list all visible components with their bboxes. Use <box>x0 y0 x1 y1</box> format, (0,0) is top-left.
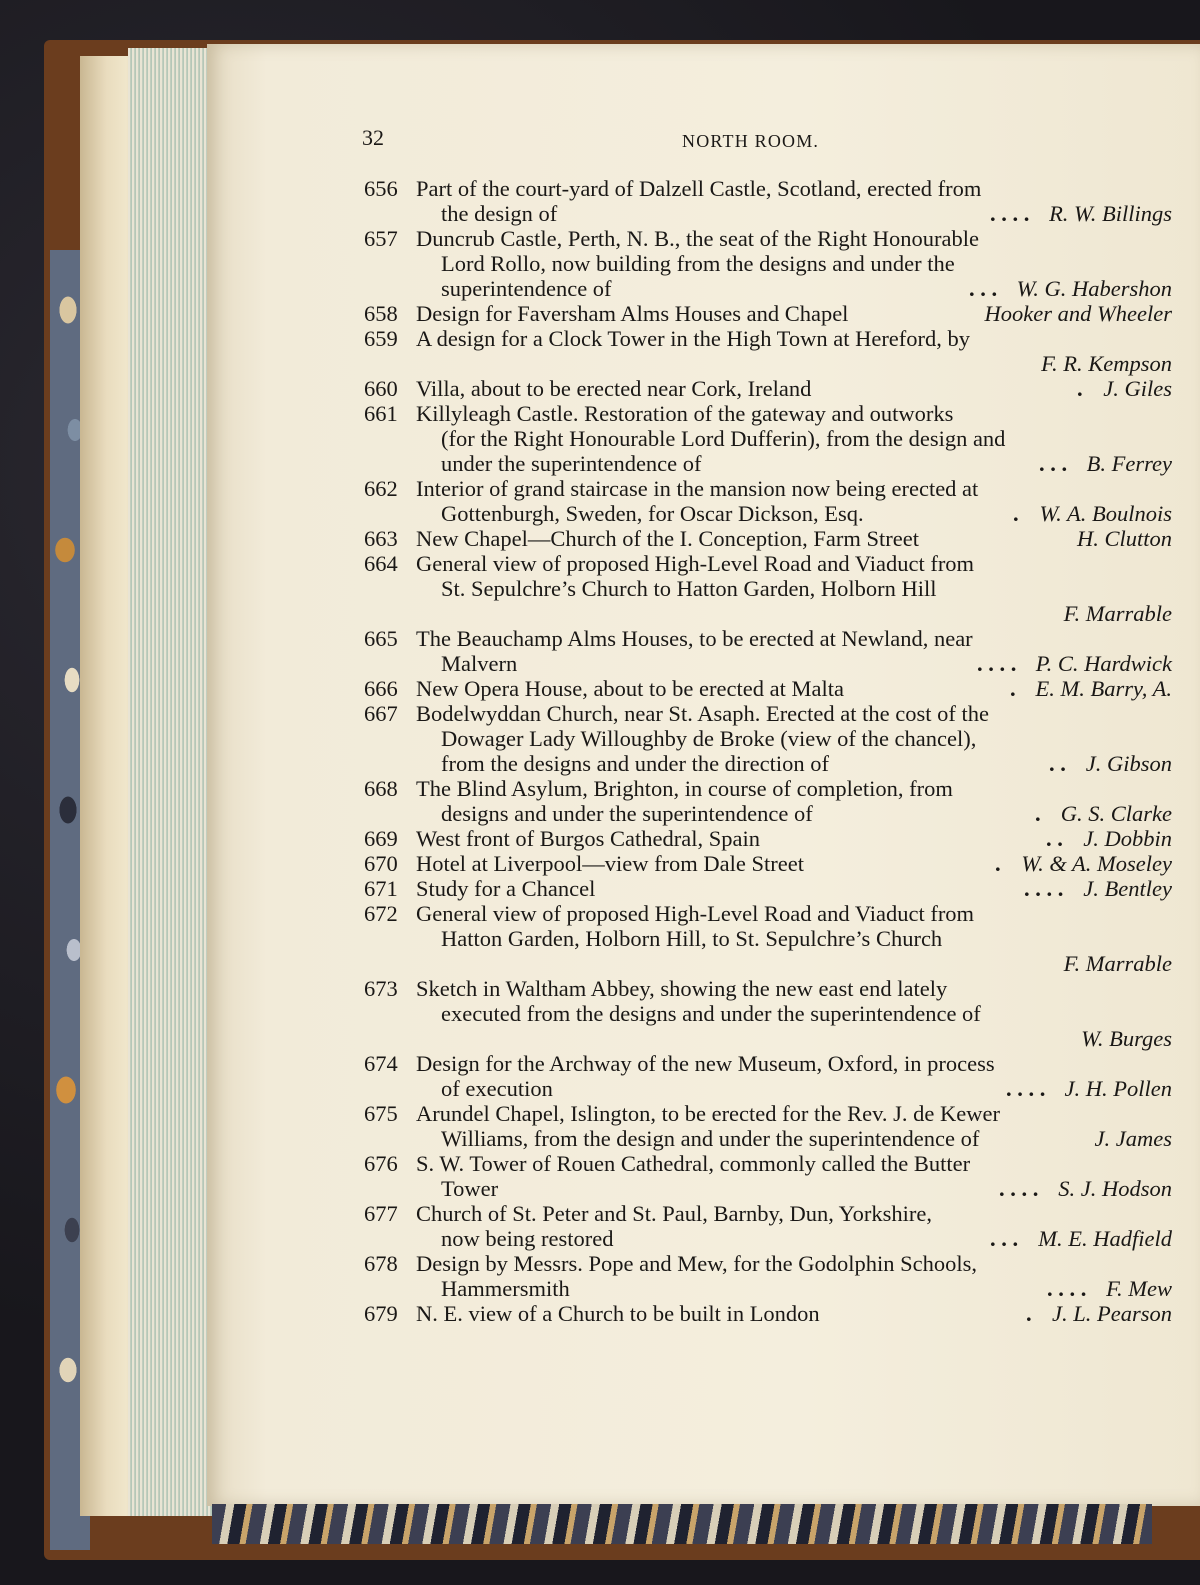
catalogue-entry <box>364 301 1172 326</box>
catalogue-entry <box>364 1151 1172 1201</box>
entry-author: E. M. Barry, A. <box>1035 676 1172 701</box>
entry-line <box>364 1226 1172 1251</box>
entry-line <box>364 301 1172 326</box>
catalogue-entry <box>364 826 1172 851</box>
entry-author: J. Gibson <box>1085 751 1172 776</box>
entry-text: Villa, about to be erected near Cork, Ireland <box>416 376 812 401</box>
entry-line <box>364 476 1172 501</box>
entry-line <box>364 851 1172 876</box>
entry-text: Bodelwyddan Church, near St. Asaph. Erected at the cost of the <box>416 701 989 726</box>
catalogue-entry <box>364 1251 1172 1301</box>
entry-text: Hammersmith <box>441 1276 570 1301</box>
entry-line <box>364 526 1172 551</box>
entry-line <box>364 1051 1172 1076</box>
entry-author: W. G. Habershon <box>1016 276 1172 301</box>
entry-number: 665 <box>364 626 398 651</box>
leader-dots: . <box>1010 676 1016 701</box>
entry-text: Sketch in Waltham Abbey, showing the new east end lately <box>416 976 948 1001</box>
catalogue-entry <box>364 176 1172 226</box>
leader-dots: . <box>995 851 1001 876</box>
leader-dots: . . . . <box>977 651 1017 676</box>
entry-line <box>364 1126 1172 1151</box>
entry-author: F. R. Kempson <box>1041 351 1172 376</box>
catalogue-entry <box>364 851 1172 876</box>
entry-line <box>364 751 1172 776</box>
entry-author: J. H. Pollen <box>1064 1076 1172 1101</box>
entry-text: Duncrub Castle, Perth, N. B., the seat of the Right Honourable <box>416 226 980 251</box>
entry-text: S. W. Tower of Rouen Cathedral, commonly called the Butter <box>416 1151 971 1176</box>
entry-author: M. E. Hadfield <box>1038 1226 1172 1251</box>
entry-number: 668 <box>364 776 398 801</box>
catalogue-entry <box>364 1301 1172 1326</box>
leader-dots: . <box>1077 376 1083 401</box>
leader-dots: . . <box>1046 826 1063 851</box>
entry-author: J. Dobbin <box>1083 826 1172 851</box>
entry-text: General view of proposed High-Level Road and Viaduct from <box>416 901 975 926</box>
entry-text: Church of St. Peter and St. Paul, Barnby, Dun, Yorkshire, <box>416 1201 933 1226</box>
entry-author: P. C. Hardwick <box>1035 651 1172 676</box>
entry-number: 669 <box>364 826 398 851</box>
leader-dots: . <box>1013 501 1019 526</box>
entry-line <box>364 326 1172 351</box>
entry-line <box>364 176 1172 201</box>
entry-text: Hotel at Liverpool—view from Dale Street <box>416 851 805 876</box>
leader-dots: . . . <box>1039 451 1068 476</box>
entry-line <box>364 801 1172 826</box>
entry-number: 667 <box>364 701 398 726</box>
entry-line <box>364 776 1172 801</box>
entry-author: Hooker and Wheeler <box>984 301 1172 326</box>
catalogue-entry <box>364 476 1172 526</box>
entry-text: Part of the court-yard of Dalzell Castle, Scotland, erected from <box>416 176 982 201</box>
entry-text: West front of Burgos Cathedral, Spain <box>416 826 760 851</box>
entry-line <box>364 901 1172 926</box>
entry-text: executed from the designs and under the superintendence of <box>441 1001 981 1026</box>
entry-number: 675 <box>364 1101 398 1126</box>
running-head: NORTH ROOM. <box>682 131 820 151</box>
entry-text: The Blind Asylum, Brighton, in course of completion, from <box>416 776 953 801</box>
entry-text: now being restored <box>441 1226 614 1251</box>
entry-author: B. Ferrey <box>1086 451 1172 476</box>
leader-dots: . . . . <box>999 1176 1039 1201</box>
entry-line <box>364 276 1172 301</box>
page-number: 32 <box>362 125 384 150</box>
leader-dots: . . . <box>969 276 998 301</box>
entry-author: F. Marrable <box>1063 601 1172 626</box>
catalogue-entry <box>364 676 1172 701</box>
entry-line <box>364 1151 1172 1176</box>
entry-number: 657 <box>364 226 398 251</box>
catalogue-entry <box>364 1101 1172 1151</box>
entry-author: J. L. Pearson <box>1052 1301 1172 1326</box>
entry-text: General view of proposed High-Level Road and Viaduct from <box>416 551 975 576</box>
entry-number: 660 <box>364 376 398 401</box>
entry-line <box>364 376 1172 401</box>
entry-line <box>364 451 1172 476</box>
catalogue-entry <box>364 376 1172 401</box>
catalogue-entry <box>364 1201 1172 1251</box>
catalogue-entry <box>364 626 1172 676</box>
entry-text: Hatton Garden, Holborn Hill, to St. Sepulchre’s Church <box>441 926 943 951</box>
entry-number: 666 <box>364 676 398 701</box>
entry-line <box>364 601 1172 626</box>
entry-text: Dowager Lady Willoughby de Broke (view of the chancel), <box>441 726 977 751</box>
catalogue-entry <box>364 401 1172 476</box>
entry-line <box>364 351 1172 376</box>
entry-author: W. & A. Moseley <box>1021 851 1172 876</box>
catalogue-entry <box>364 1051 1172 1101</box>
entry-line <box>364 626 1172 651</box>
entry-line <box>364 651 1172 676</box>
entry-text: Malvern <box>441 651 518 676</box>
entry-number: 679 <box>364 1301 398 1326</box>
entry-number: 656 <box>364 176 398 201</box>
catalogue-entry <box>364 776 1172 826</box>
entry-line <box>364 926 1172 951</box>
entry-text: Arundel Chapel, Islington, to be erected for the Rev. J. de Kewer <box>416 1101 1000 1126</box>
entry-text: New Opera House, about to be erected at Malta <box>416 676 844 701</box>
entry-line <box>364 676 1172 701</box>
entry-line <box>364 401 1172 426</box>
entry-number: 659 <box>364 326 398 351</box>
entry-author: J. James <box>1094 1126 1172 1151</box>
entry-text: the design of <box>441 201 558 226</box>
catalogue-entry <box>364 526 1172 551</box>
entry-text: superintendence of <box>441 276 612 301</box>
entry-line <box>364 876 1172 901</box>
entry-text: Gottenburgh, Sweden, for Oscar Dickson, Esq. <box>441 501 864 526</box>
leader-dots: . . . <box>990 1226 1019 1251</box>
entry-line <box>364 976 1172 1001</box>
entry-line <box>364 951 1172 976</box>
entry-text: under the superintendence of <box>441 451 702 476</box>
entry-author: W. Burges <box>1081 1026 1172 1051</box>
entry-line <box>364 1276 1172 1301</box>
entry-author: F. Marrable <box>1063 951 1172 976</box>
entry-line <box>364 226 1172 251</box>
entry-line <box>364 1201 1172 1226</box>
catalogue-entry <box>364 326 1172 376</box>
entry-author: F. Mew <box>1106 1276 1172 1301</box>
entry-author: G. S. Clarke <box>1060 801 1172 826</box>
leader-dots: . <box>1035 801 1041 826</box>
entry-author: H. Clutton <box>1076 526 1172 551</box>
entry-line <box>364 701 1172 726</box>
entry-number: 661 <box>364 401 398 426</box>
entry-number: 678 <box>364 1251 398 1276</box>
entry-text: Design for Faversham Alms Houses and Chapel <box>416 301 849 326</box>
entry-author: R. W. Billings <box>1049 201 1172 226</box>
entry-text: of execution <box>441 1076 553 1101</box>
entry-text: A design for a Clock Tower in the High Town at Hereford, by <box>416 326 971 351</box>
entry-number: 670 <box>364 851 398 876</box>
catalogue-entry <box>364 876 1172 901</box>
leader-dots: . . . . <box>1047 1276 1087 1301</box>
entry-text: New Chapel—Church of the I. Conception, Farm Street <box>416 526 920 551</box>
entry-text: (for the Right Honourable Lord Dufferin), from the design and <box>441 426 1006 451</box>
leader-dots: . . <box>1049 751 1066 776</box>
entry-line <box>364 201 1172 226</box>
entry-text: N. E. view of a Church to be built in London <box>416 1301 820 1326</box>
catalogue-entry <box>364 901 1172 976</box>
entry-line <box>364 501 1172 526</box>
entry-line <box>364 1176 1172 1201</box>
entry-number: 673 <box>364 976 398 1001</box>
entry-line <box>364 426 1172 451</box>
entry-number: 671 <box>364 876 398 901</box>
leader-dots: . . . . <box>1024 876 1064 901</box>
entry-text: Williams, from the design and under the superintendence of <box>441 1126 980 1151</box>
entry-text: Lord Rollo, now building from the designs and under the <box>441 251 955 276</box>
entry-text: from the designs and under the direction of <box>441 751 830 776</box>
entry-line <box>364 1076 1172 1101</box>
entry-line <box>364 726 1172 751</box>
entry-text: Interior of grand staircase in the mansion now being erected at <box>416 476 979 501</box>
entry-line <box>364 251 1172 276</box>
entry-number: 674 <box>364 1051 398 1076</box>
entry-line <box>364 1001 1172 1026</box>
entry-number: 677 <box>364 1201 398 1226</box>
catalogue-entry <box>364 701 1172 776</box>
entry-text: Killyleagh Castle. Restoration of the gateway and outworks <box>416 401 954 426</box>
entry-text: Tower <box>441 1176 499 1201</box>
entry-number: 664 <box>364 551 398 576</box>
entry-text: designs and under the superintendence of <box>441 801 813 826</box>
entry-line <box>364 1301 1172 1326</box>
entry-text: Design for the Archway of the new Museum, Oxford, in process <box>416 1051 995 1076</box>
entry-line <box>364 1101 1172 1126</box>
entry-line <box>364 576 1172 601</box>
leader-dots: . <box>1026 1301 1032 1326</box>
entry-line <box>364 1251 1172 1276</box>
catalogue-entry <box>364 226 1172 301</box>
entry-line <box>364 551 1172 576</box>
entry-author: J. Bentley <box>1083 876 1172 901</box>
entry-line <box>364 826 1172 851</box>
entry-author: W. A. Boulnois <box>1039 501 1172 526</box>
entry-number: 662 <box>364 476 398 501</box>
catalogue-entries <box>364 176 1172 1326</box>
entry-text: St. Sepulchre’s Church to Hatton Garden, Holborn Hill <box>441 576 937 601</box>
catalogue-entry <box>364 551 1172 626</box>
entry-number: 658 <box>364 301 398 326</box>
leader-dots: . . . . <box>1006 1076 1046 1101</box>
entry-text: Study for a Chancel <box>416 876 596 901</box>
entry-line <box>364 1026 1172 1051</box>
entry-number: 663 <box>364 526 398 551</box>
entry-author: J. Giles <box>1103 376 1172 401</box>
entry-number: 672 <box>364 901 398 926</box>
entry-text: Design by Messrs. Pope and Mew, for the Godolphin Schools, <box>416 1251 977 1276</box>
entry-text: The Beauchamp Alms Houses, to be erected at Newland, near <box>416 626 973 651</box>
marbled-edge-strip <box>212 1504 1152 1544</box>
entry-number: 676 <box>364 1151 398 1176</box>
catalogue-entry <box>364 976 1172 1051</box>
entry-author: S. J. Hodson <box>1058 1176 1172 1201</box>
leader-dots: . . . . <box>990 201 1030 226</box>
page-edges <box>128 48 212 1516</box>
